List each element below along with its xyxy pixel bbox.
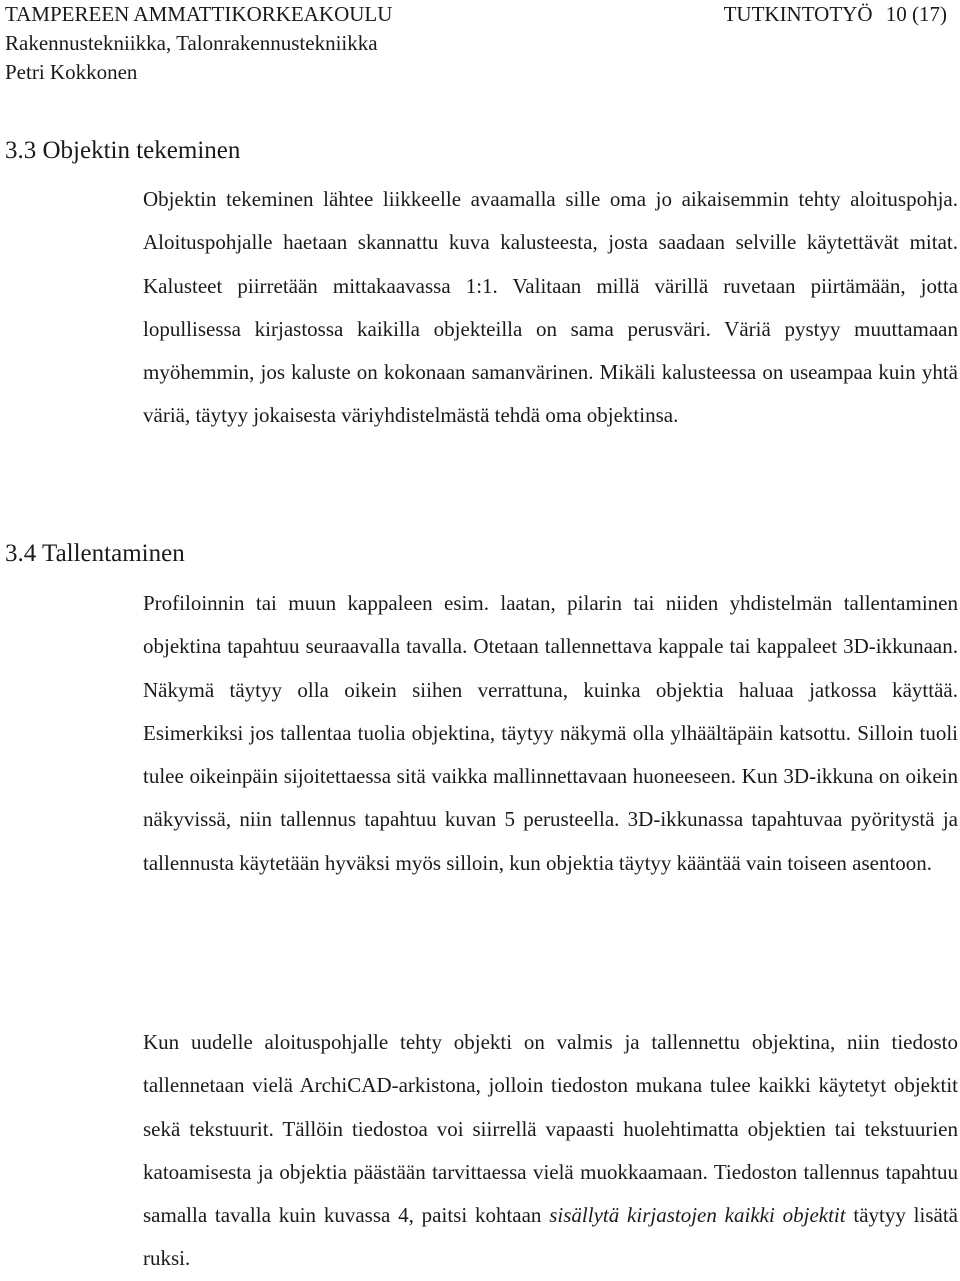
document-type: TUTKINTOTYÖ	[723, 2, 873, 26]
page-header	[5, 0, 955, 87]
author-name: Petri Kokkonen	[5, 60, 138, 84]
department-name: Rakennustekniikka, Talonrakennustekniikka	[5, 31, 378, 55]
section-heading-tallentaminen: 3.4 Tallentaminen	[5, 540, 185, 567]
paragraph-text-before: Kun uudelle aloituspohjalle tehty objekti on valmis ja tallennettu objektina, niin tiedosto tallennetaan vielä ArchiCAD-arkistona, jolloin tiedoston mukana tulee kaikki käytetyt objektit sekä tekstuurit. Tällöin tiedostoa voi siirrellä vapaasti huolehtimatta objektien tai tekstuurien katoamisesta ja objektia päästään tarvittaessa vielä muokkaamaan. Tiedoston tallennus tapahtuu samalla tavalla kuin kuvassa 4, paitsi kohtaan	[143, 1030, 958, 1228]
section-heading-objektin-tekeminen: 3.3 Objektin tekeminen	[5, 137, 241, 164]
institution-name: TAMPEREEN AMMATTIKORKEAKOULU	[5, 2, 393, 26]
page-number: 10 (17)	[885, 2, 947, 26]
paragraph-objektin-tekeminen: Objektin tekeminen lähtee liikkeelle avaamalla sille oma jo aikaisemmin tehty aloituspohja. Aloituspohjalle haetaan skannattu kuva kalusteesta, josta saadaan selville käytettävät mitat. Kalusteet piirretään mittakaavassa 1:1. Valitaan millä värillä ruvetaan piirtämään, jotta lopullisessa kirjastossa kaikilla objekteilla on sama perusväri. Väriä pystyy muuttamaan myöhemmin, jos kaluste on kokonaan samanvärinen. Mikäli kalusteessa on useampaa kuin yhtä väriä, täytyy jokaisesta väriyhdistelmästä tehdä oma objektinsa.	[143, 187, 958, 428]
emphasized-option-label: sisällytä kirjastojen kaikki objektit	[549, 1203, 846, 1228]
paragraph-text-after: täytyy lisätä ruksi.	[143, 1203, 958, 1271]
header-right	[724, 0, 947, 29]
paragraph-tallentaminen: Profiloinnin tai muun kappaleen esim. laatan, pilarin tai niiden yhdistelmän tallentaminen objektina tapahtuu seuraavalla tavalla. Otetaan tallennettava kappale tai kappaleet 3D-ikkunaan. Näkymä täytyy olla oikein siihen verrattuna, kuinka objektia haluaa jatkossa käyttää. Esimerkiksi jos tallentaa tuolia objektina, täytyy näkymä olla ylhäältäpäin katsottu. Silloin tuoli tulee oikeinpäin sijoitettaessa sitä vaikka mallinnettavaan huoneeseen. Kun 3D-ikkuna on oikein näkyvissä, niin tallennus tapahtuu kuvan 5 perusteella. 3D-ikkunassa tapahtuvaa pyöritystä ja tallennusta käytetään hyväksi myös silloin, kun objektia täytyy kääntää vain toiseen asentoon.	[143, 591, 958, 875]
header-row-top	[5, 0, 955, 29]
paragraph-archicad-arkisto	[143, 1021, 958, 1281]
